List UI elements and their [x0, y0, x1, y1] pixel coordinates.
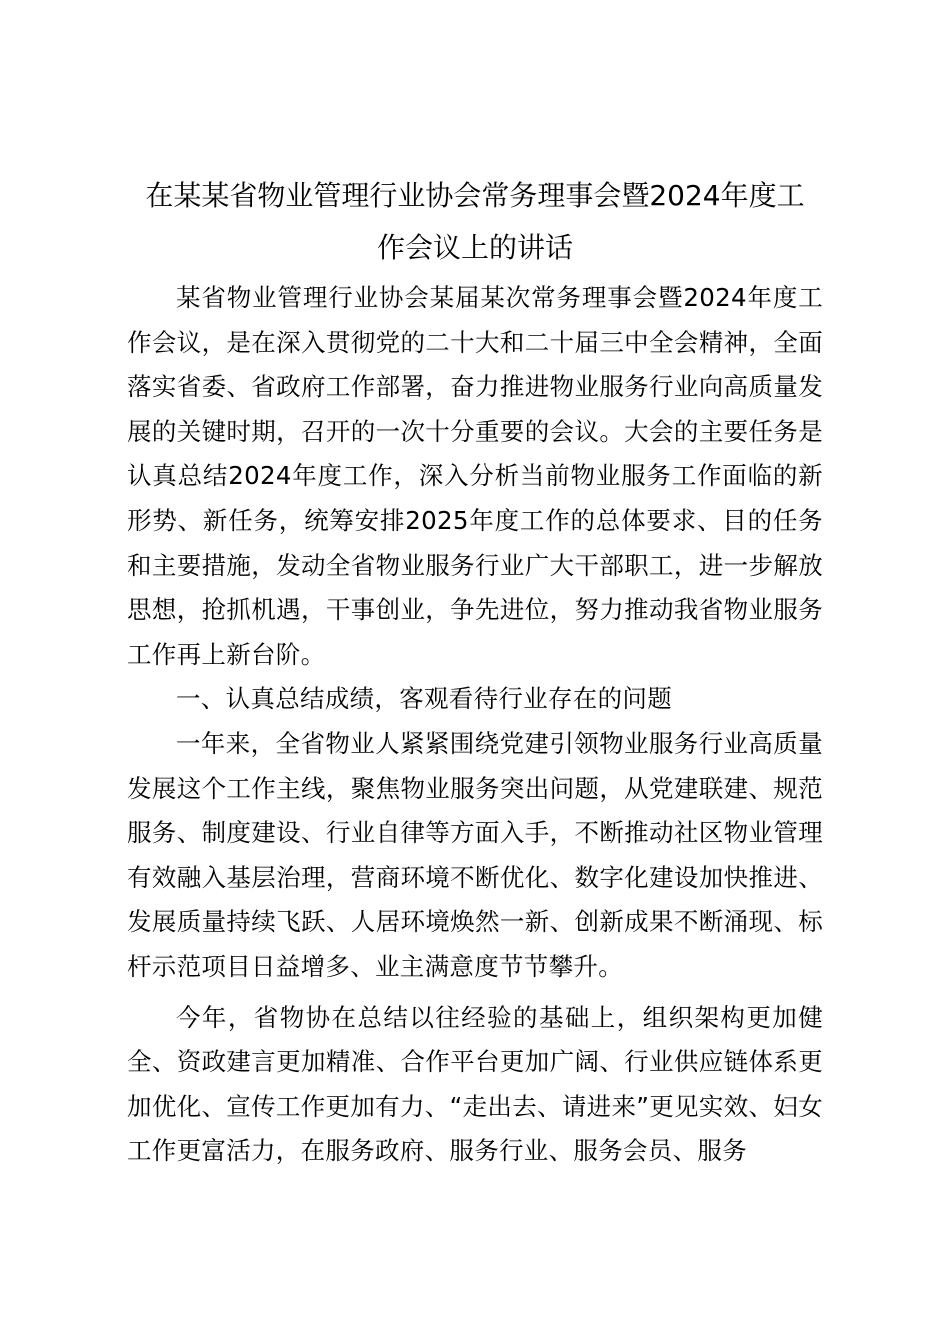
title-line-2: 作会议上的讲话: [376, 231, 573, 264]
paragraph-1: 某省物业管理行业协会某届某次常务理事会暨2024年度工作会议，是在深入贯彻党的二十大和二十届三中全会精神，全面落实省委、省政府工作部署，奋力推进物业服务行业向高质量发展的关键时期，召开的一次十分重要的会议。大会的主要任务是认真总结2024年度工作，深入分析当前物业服务工作面临的新形势、新任务，统筹安排2025年度工作的总体要求、目的任务和主要措施，发动全省物业服务行业广大干部职工，进一步解放思想，抢抓机遇，干事创业，争先进位，努力推动我省物业服务工作再上新台阶。: [127, 283, 823, 669]
paragraph-2: 一年来，全省物业人紧紧围绕党建引领物业服务行业高质量发展这个工作主线，聚焦物业服务突出问题，从党建联建、规范服务、制度建设、行业自律等方面入手，不断推动社区物业管理有效融入基层治理，营商环境不断优化、数字化建设加快推进、发展质量持续飞跃、人居环境焕然一新、创新成果不断涌现、标杆示范项目日益增多、业主满意度节节攀升。: [127, 728, 823, 981]
document-title: [120, 170, 830, 274]
paragraph-3: 今年，省物协在总结以往经验的基础上，组织架构更加健全、资政建言更加精准、合作平台更加广阔、行业供应链体系更加优化、宣传工作更加有力、“走出去、请进来”更见实效、妇女工作更富活力，在服务政府、服务行业、服务会员、服务: [127, 1002, 823, 1166]
title-line-1: 在某某省物业管理行业协会常务理事会暨2024年度工: [145, 179, 805, 212]
section-heading-1: 一、认真总结成绩，客观看待行业存在的问题: [176, 684, 672, 714]
document-body: [127, 276, 823, 1174]
